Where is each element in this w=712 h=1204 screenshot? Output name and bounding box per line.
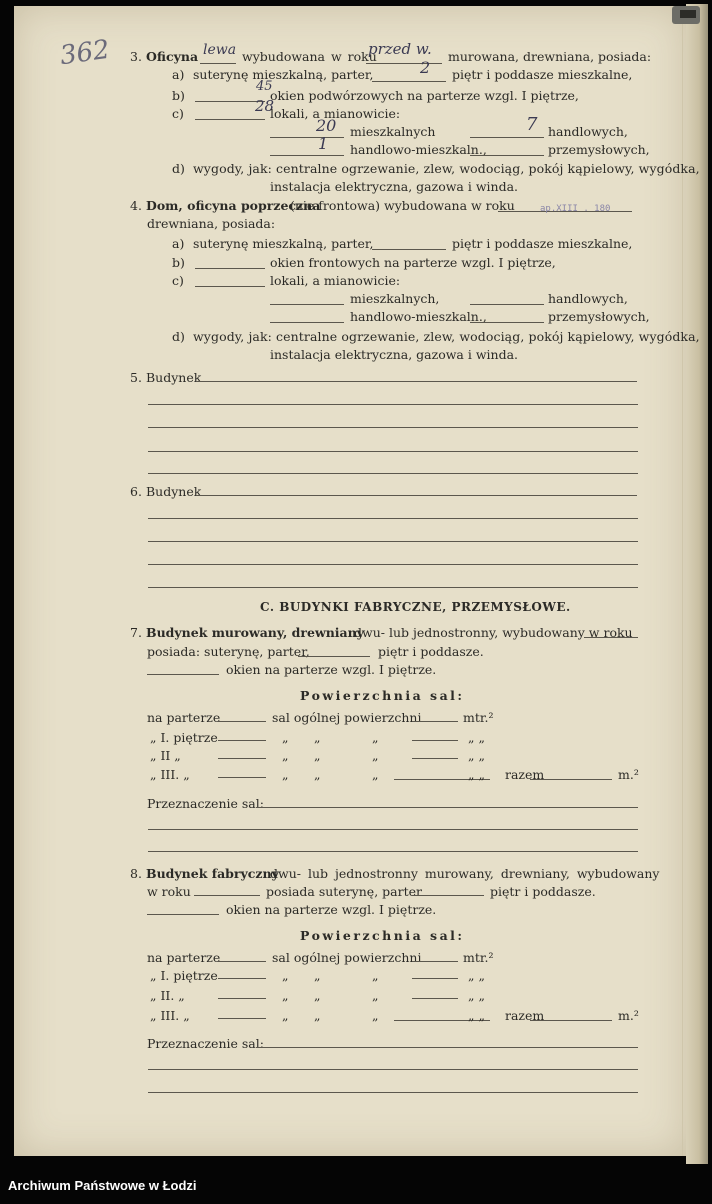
section3-d-text1: wygody, jak: centralne ogrzewanie, zlew, wodociąg, pokój kąpielowy, wygódka, bbox=[193, 161, 700, 176]
blank-line bbox=[147, 914, 219, 915]
blank-line bbox=[470, 155, 544, 156]
blank-line bbox=[200, 63, 236, 64]
s7-ditto: „ bbox=[372, 730, 379, 745]
blank-line bbox=[372, 81, 446, 82]
hw-oficyna-side: lewa bbox=[203, 42, 237, 58]
blank-line bbox=[218, 961, 266, 962]
s7-row0-label: na parterze bbox=[147, 710, 221, 725]
s8-row0-unit: mtr.² bbox=[463, 950, 494, 965]
blank-line bbox=[218, 978, 266, 979]
blank-line bbox=[194, 895, 260, 896]
blank-line bbox=[195, 268, 265, 269]
s7-purpose-label: Przeznaczenie sal: bbox=[147, 796, 264, 811]
blank-line bbox=[148, 1092, 638, 1093]
section4-a-text1: suterynę mieszkalną, parter, bbox=[193, 236, 374, 251]
section7-line2a: posiada: suterynę, parter, bbox=[147, 644, 310, 659]
s7-ditto: „ bbox=[314, 767, 321, 782]
section7-title: Budynek murowany, drewniany bbox=[146, 625, 364, 640]
blank-line bbox=[530, 779, 612, 780]
blank-line bbox=[195, 286, 265, 287]
blank-line bbox=[148, 541, 638, 542]
section8-number: 8. bbox=[130, 866, 142, 881]
section3-d-label: d) bbox=[172, 161, 185, 176]
blank-line bbox=[412, 740, 458, 741]
blank-line bbox=[584, 637, 638, 638]
faded-stamp: ap.XIII . 180 bbox=[540, 204, 611, 214]
s8-ditto2: „ „ bbox=[468, 968, 485, 983]
s8-ditto: „ bbox=[314, 968, 321, 983]
s8-purpose-label: Przeznaczenie sal: bbox=[147, 1036, 264, 1051]
blank-line bbox=[148, 427, 638, 428]
section4-d-text1: wygody, jak: centralne ogrzewanie, zlew, wodociąg, pokój kąpielowy, wygódka, bbox=[193, 329, 700, 344]
s8-ditto: „ bbox=[372, 988, 379, 1003]
s8-ditto2: „ „ bbox=[468, 1008, 485, 1023]
blank-line bbox=[148, 587, 638, 588]
hw-commercial: 7 bbox=[526, 114, 538, 135]
s8-ditto: „ bbox=[372, 968, 379, 983]
section4-b-text: okien frontowych na parterze wzgl. I piętrze, bbox=[270, 255, 556, 270]
s7-total-unit: m.² bbox=[618, 767, 639, 782]
s8-ditto2: „ „ bbox=[468, 988, 485, 1003]
s7-row2-label: „ II „ bbox=[150, 748, 181, 763]
s8-ditto: „ bbox=[314, 1008, 321, 1023]
blank-line bbox=[148, 1069, 638, 1070]
s8-total-unit: m.² bbox=[618, 1008, 639, 1023]
s8-ditto: „ bbox=[314, 988, 321, 1003]
blank-line bbox=[256, 807, 638, 808]
section4-c-comres: handlowo-mieszkaln., bbox=[350, 309, 487, 324]
section4-c-label: c) bbox=[172, 273, 184, 288]
hw-residential: 20 bbox=[316, 116, 337, 135]
s7-ditto2: „ „ bbox=[468, 767, 485, 782]
section8-title: Budynek fabryczny bbox=[146, 866, 279, 881]
s7-row3-label: „ III. „ bbox=[150, 767, 190, 782]
section7-number: 7. bbox=[130, 625, 142, 640]
blank-line bbox=[270, 155, 344, 156]
s7-ditto: „ bbox=[282, 748, 289, 763]
blank-line bbox=[218, 721, 266, 722]
blank-line bbox=[270, 137, 344, 138]
blank-line bbox=[270, 304, 344, 305]
s8-row0-text: sal ogólnej powierzchni bbox=[272, 950, 422, 965]
blank-line bbox=[412, 895, 484, 896]
blank-line bbox=[148, 518, 638, 519]
section4-intro-b: drewniana, posiada: bbox=[147, 216, 276, 231]
blank-line bbox=[412, 961, 458, 962]
s7-total-label: razem bbox=[505, 767, 545, 782]
section3-b-text: okien podwórzowych na parterze wzgl. I piętrze, bbox=[270, 88, 579, 103]
s7-row0-text: sal ogólnej powierzchni bbox=[272, 710, 422, 725]
section3-c-ind: przemysłowych, bbox=[548, 142, 650, 157]
section8-line2c: piętr i poddasze. bbox=[490, 884, 596, 899]
section4-a-label: a) bbox=[172, 236, 185, 251]
section4-c-com: handlowych, bbox=[548, 291, 628, 306]
section3-c-text: lokali, a mianowicie: bbox=[270, 106, 401, 121]
section4-c-res: mieszkalnych, bbox=[350, 291, 440, 306]
s8-ditto: „ bbox=[282, 988, 289, 1003]
s8-ditto: „ bbox=[282, 968, 289, 983]
section3-title: Oficyna bbox=[146, 49, 199, 64]
blank-line bbox=[148, 851, 638, 852]
section3-a-text1: suterynę mieszkalną, parter, bbox=[193, 67, 374, 82]
s7-ditto: „ bbox=[372, 767, 379, 782]
blank-line bbox=[470, 322, 544, 323]
s7-ditto2: „ „ bbox=[468, 748, 485, 763]
blank-line bbox=[148, 829, 638, 830]
blank-line bbox=[470, 137, 544, 138]
blank-line bbox=[298, 656, 370, 657]
section8-area-title: Powierzchnia sal: bbox=[300, 928, 465, 943]
blank-line bbox=[197, 495, 637, 496]
section7-area-title: Powierzchnia sal: bbox=[300, 688, 465, 703]
section6-number: 6. bbox=[130, 484, 142, 499]
blank-line bbox=[148, 404, 638, 405]
handwritten-page-number: 362 bbox=[58, 34, 112, 72]
section4-title: Dom, oficyna poprzeczna bbox=[146, 198, 321, 213]
blank-line bbox=[197, 381, 637, 382]
hw-built-year: przed w. bbox=[368, 40, 432, 58]
blank-line bbox=[218, 740, 266, 741]
section5-title: Budynek bbox=[146, 370, 202, 385]
blank-line bbox=[412, 978, 458, 979]
blank-line bbox=[147, 674, 219, 675]
hw-units: 28 bbox=[255, 97, 275, 115]
s7-ditto: „ bbox=[282, 730, 289, 745]
section3-intro-a: wybudowana w roku bbox=[242, 49, 377, 64]
archive-label: Archiwum Państwowe w Łodzi bbox=[8, 1178, 197, 1193]
section3-intro-b: murowana, drewniana, posiada: bbox=[448, 49, 652, 64]
section6-title: Budynek bbox=[146, 484, 202, 499]
section5-number: 5. bbox=[130, 370, 142, 385]
section7-line2b: piętr i poddasze. bbox=[378, 644, 484, 659]
s7-row1-label: „ I. piętrze bbox=[150, 730, 218, 745]
archive-footer bbox=[0, 1170, 712, 1204]
blank-line bbox=[470, 304, 544, 305]
s8-ditto: „ bbox=[282, 1008, 289, 1023]
hw-floors: 2 bbox=[420, 58, 431, 77]
section4-d-label: d) bbox=[172, 329, 185, 344]
s8-total-label: razem bbox=[505, 1008, 545, 1023]
section4-intro-a: (nie frontowa) wybudowana w roku bbox=[290, 198, 515, 213]
section3-c-com: handlowych, bbox=[548, 124, 628, 139]
s8-row1-label: „ I. piętrze bbox=[150, 968, 218, 983]
section8-line3: okien na parterze wzgl. I piętrze. bbox=[226, 902, 437, 917]
blank-line bbox=[218, 758, 266, 759]
section3-c-label: c) bbox=[172, 106, 184, 121]
section8-line2b: posiada suterynę, parter bbox=[266, 884, 422, 899]
section4-c-text: lokali, a mianowicie: bbox=[270, 273, 401, 288]
hw-courtyard-windows: 45 bbox=[256, 79, 273, 94]
blank-line bbox=[218, 998, 266, 999]
blank-line bbox=[218, 777, 266, 778]
blank-line bbox=[195, 119, 265, 120]
s7-ditto: „ bbox=[314, 748, 321, 763]
blank-line bbox=[270, 322, 344, 323]
blank-line bbox=[148, 564, 638, 565]
blank-line bbox=[366, 63, 442, 64]
blank-line bbox=[412, 998, 458, 999]
section3-c-comres: handlowo-mieszkaln., bbox=[350, 142, 487, 157]
section4-b-label: b) bbox=[172, 255, 185, 270]
s8-row2-label: „ II. „ bbox=[150, 988, 185, 1003]
section3-b-label: b) bbox=[172, 88, 185, 103]
blank-line bbox=[148, 473, 638, 474]
s7-ditto: „ bbox=[314, 730, 321, 745]
section4-number: 4. bbox=[130, 198, 142, 213]
s7-ditto: „ bbox=[282, 767, 289, 782]
blank-line bbox=[412, 758, 458, 759]
section7-intro: dwu- lub jednostronny, wybudowany w roku bbox=[354, 625, 633, 640]
section4-a-text2: piętr i poddasze mieszkalne, bbox=[452, 236, 633, 251]
section-c-title: C. BUDYNKI FABRYCZNE, PRZEMYSŁOWE. bbox=[260, 600, 571, 614]
section8-line2a: w roku bbox=[147, 884, 191, 899]
section3-d-text2: instalacja elektryczna, gazowa i winda. bbox=[270, 179, 518, 194]
hw-commercial-residential: 1 bbox=[318, 134, 329, 153]
section3-a-text2: piętr i poddasze mieszkalne, bbox=[452, 67, 633, 82]
section3-c-res: mieszkalnych bbox=[350, 124, 436, 139]
blank-line bbox=[412, 721, 458, 722]
blank-line bbox=[148, 451, 638, 452]
s8-row3-label: „ III. „ bbox=[150, 1008, 190, 1023]
section3-a-label: a) bbox=[172, 67, 185, 82]
s7-ditto: „ bbox=[372, 748, 379, 763]
s7-row0-unit: mtr.² bbox=[463, 710, 494, 725]
section4-d-text2: instalacja elektryczna, gazowa i winda. bbox=[270, 347, 518, 362]
section3-number: 3. bbox=[130, 49, 142, 64]
blank-line bbox=[218, 1018, 266, 1019]
blank-line bbox=[372, 249, 446, 250]
s7-ditto2: „ „ bbox=[468, 730, 485, 745]
s8-row0-label: na parterze bbox=[147, 950, 221, 965]
blank-line bbox=[530, 1020, 612, 1021]
blank-line bbox=[256, 1047, 638, 1048]
section7-line3: okien na parterze wzgl. I piętrze. bbox=[226, 662, 437, 677]
section4-c-ind: przemysłowych, bbox=[548, 309, 650, 324]
section8-intro: dwu- lub jednostronny murowany, drewniany, wybudowany bbox=[270, 866, 660, 881]
s8-ditto: „ bbox=[372, 1008, 379, 1023]
